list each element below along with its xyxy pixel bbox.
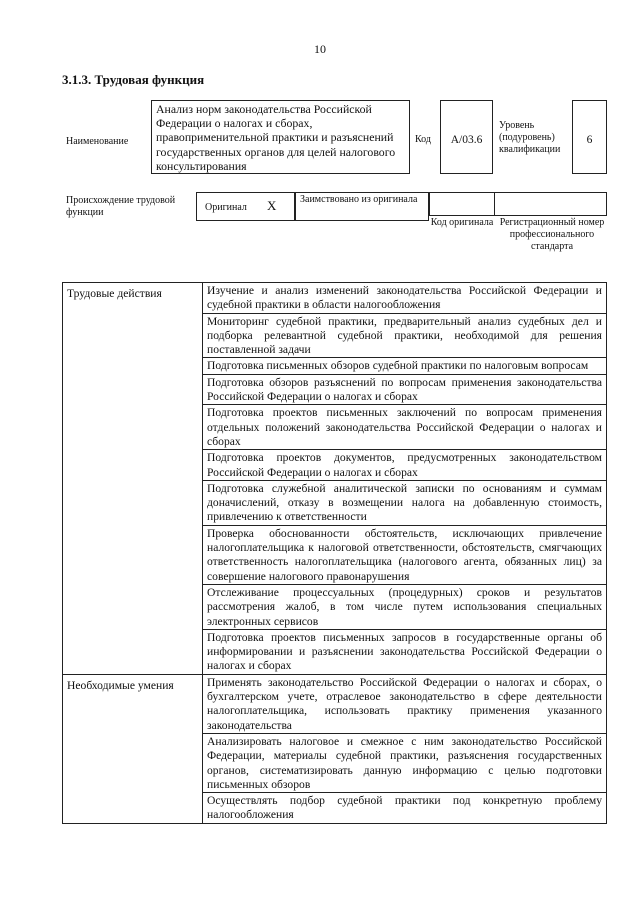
code-label: Код — [415, 134, 431, 145]
labor-actions-item: Изучение и анализ изменений законодательства Российской Федерации и судебной практики в области налогообложения — [203, 283, 607, 314]
labor-actions-item: Проверка обоснованности обстоятельств, исключающих привлечение налогоплательщика к налоговой ответственности, обстоятельств, смягчающих ответственность налогоплательщика (налогового агента, обязанных лиц) за совершение налогового правонарушения — [203, 525, 607, 584]
labor-actions-item: Подготовка проектов письменных заключений по вопросам применения отдельных положений законодательства Российской Федерации о налогах и сборах — [203, 405, 607, 450]
level-label: Уровень (подуровень) квалификации — [499, 120, 561, 155]
name-label: Наименование — [66, 136, 129, 147]
original-mark: X — [267, 198, 277, 213]
labor-actions-item: Подготовка письменных обзоров судебной практики по налоговым вопросам — [203, 358, 607, 374]
original-label: Оригинал — [205, 202, 247, 213]
labor-function-table — [62, 282, 607, 824]
original-box — [196, 192, 295, 221]
section-title: 3.1.3. Трудовая функция — [62, 72, 205, 87]
origin-label: Происхождение трудовой функции — [66, 195, 176, 218]
code-original-label: Код оригинала — [430, 217, 494, 228]
required-skills-label: Необходимые умения — [63, 674, 203, 823]
labor-actions-item: Подготовка обзоров разъяснений по вопросам применения законодательства Российской Федерации о налогах и сборах — [203, 374, 607, 405]
table-row — [63, 283, 607, 314]
table-row — [63, 674, 607, 733]
labor-actions-item: Подготовка проектов письменных запросов в государственные органы об информировании и разъяснении законодательства Российской Федерации о налогах и сборах — [203, 629, 607, 674]
labor-actions-item: Подготовка служебной аналитической записки по основаниям и суммам доначислений, отказу в возмещении налога на добавленную стоимость, привлечению к ответственности — [203, 480, 607, 525]
page-number: 10 — [314, 42, 326, 56]
reg-number-box — [494, 192, 607, 216]
borrowed-label: Заимствовано из оригинала — [300, 194, 418, 205]
borrowed-box — [295, 192, 429, 221]
code-value: А/03.6 — [450, 134, 483, 146]
labor-actions-item: Подготовка проектов документов, предусмотренных законодательством Российской Федерации о налогах и сборах — [203, 450, 607, 481]
reg-number-label: Регистрационный номер профессионального стандарта — [499, 217, 605, 252]
labor-actions-item: Отслеживание процессуальных (процедурных) сроков и результатов рассмотрения жалоб, в том числе путем использования специальных электронных сервисов — [203, 584, 607, 629]
required-skills-item: Анализировать налоговое и смежное с ним законодательство Российской Федерации, материалы судебной практики, разъяснения государственных органов, систематизировать данную информацию с целью подготовки письменных обзоров — [203, 733, 607, 792]
labor-actions-item: Мониторинг судебной практики, предварительный анализ судебных дел и подборка релевантной судебной практики, необходимой для решения поставленной задачи — [203, 313, 607, 358]
required-skills-item: Осуществлять подбор судебной практики под конкретную проблему налогообложения — [203, 793, 607, 824]
function-name: Анализ норм законодательства Российской Федерации о налогах и сборах, правоприменительной практики и разъяснений государственных органов для целей налогового консультирования — [156, 102, 396, 173]
level-value: 6 — [586, 134, 593, 146]
code-original-box — [429, 192, 495, 216]
function-name-box — [151, 100, 410, 174]
code-box — [440, 100, 493, 174]
required-skills-item: Применять законодательство Российской Федерации о налогах и сборах, о бухгалтерском учете, отраслевое законодательство в сфере деятельности налогоплательщика, использовать практику применения указанного законодательства — [203, 674, 607, 733]
level-box — [572, 100, 607, 174]
labor-actions-label: Трудовые действия — [63, 283, 203, 675]
